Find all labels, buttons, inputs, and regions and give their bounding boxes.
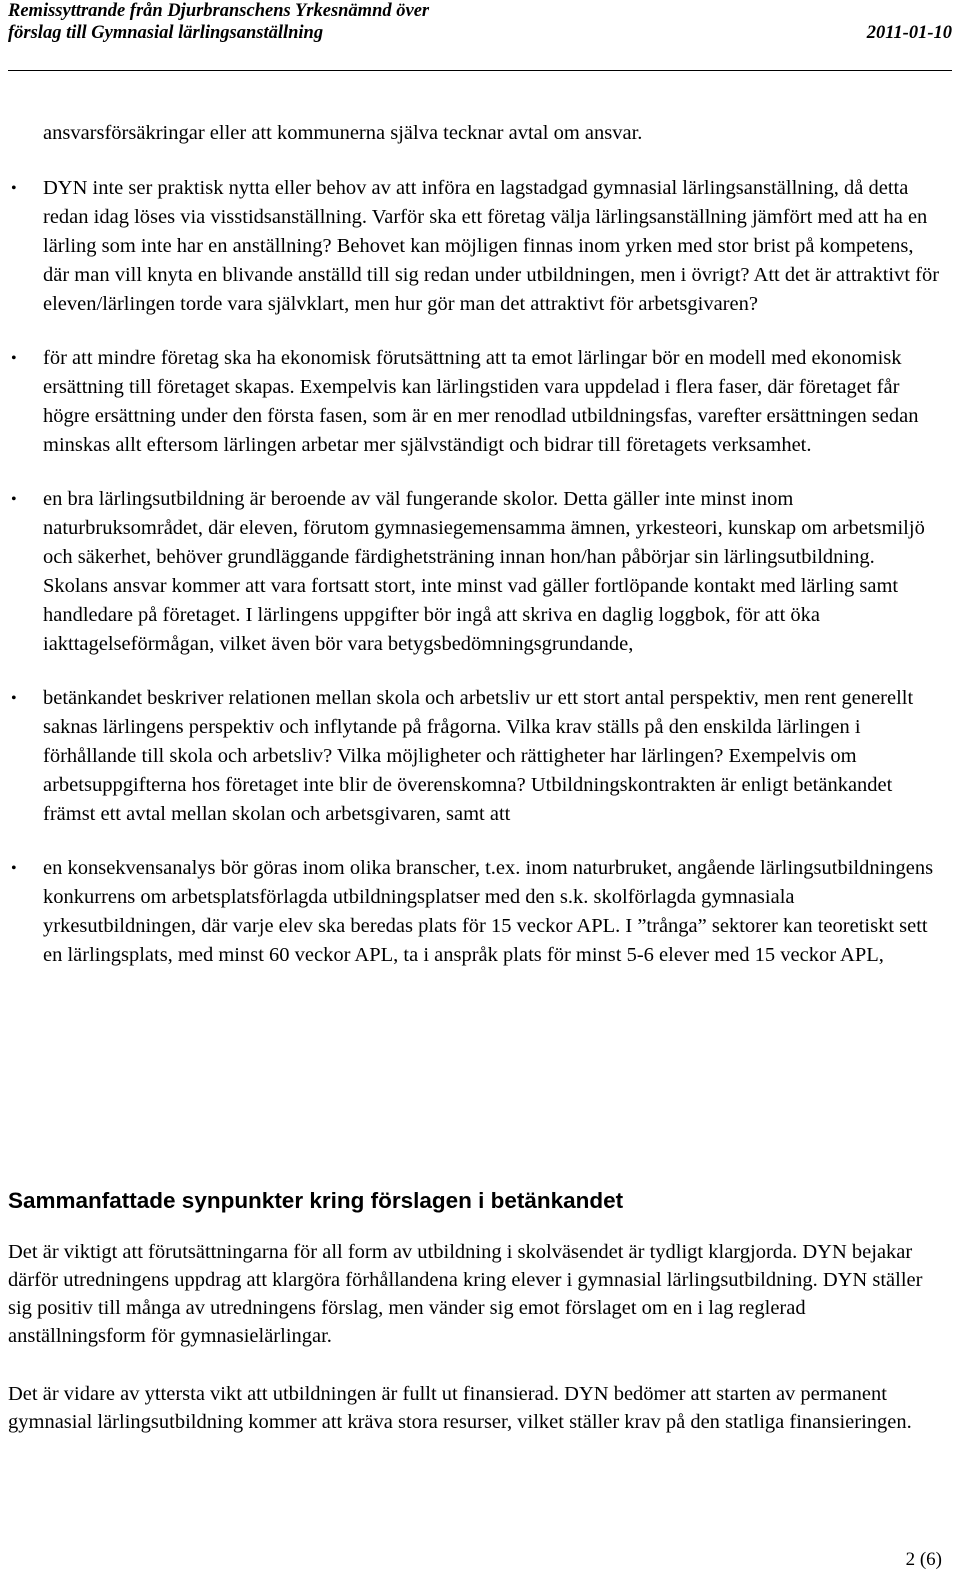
bullet-text: för att mindre företag ska ha ekonomisk förutsättning att ta emot lärlingar bör en modell med ekonomisk ersättning till företaget skapas. Exempelvis kan lärlingstiden vara uppdelad i flera faser, där företaget får högre ersättning under den första fasen, som är en mer renodlad utbildningsfas, varefter ersättningen sedan minskas allt eftersom lärlingen arbetar mer självständigt och bidrar till företagets verksamhet. bbox=[43, 347, 919, 456]
bullet-icon: • bbox=[11, 491, 17, 508]
summary-paragraph: Det är viktigt att förutsättningarna för all form av utbildning i skolväsendet är tydligt klargjorda. DYN bejakar därför utredningens uppdrag att klargöra förhållandena kring elever i gymnasial lärlingsutbildning. DYN ställer sig positiv till många av utredningens förslag, men vänder sig emot förslaget om en i lag reglerad anställningsform för gymnasielärlingar. bbox=[8, 1241, 923, 1347]
bullet-item bbox=[0, 485, 943, 659]
summary-paragraph: Det är vidare av yttersta vikt att utbildningen är fullt ut finansierad. DYN bedömer att starten av permanent gymnasial lärlingsutbildning kommer att kräva stora resurser, vilket ställer krav på den statliga finansieringen. bbox=[8, 1383, 912, 1433]
bullet-item bbox=[0, 174, 943, 319]
bullet-item bbox=[0, 854, 943, 970]
header-date: 2011-01-10 bbox=[866, 23, 952, 43]
bullet-text: en bra lärlingsutbildning är beroende av väl fungerande skolor. Detta gäller inte minst inom naturbruksområdet, där eleven, förutom gymnasiegemensamma ämnen, yrkesteori, kunskap om arbetsmiljö och säkerhet, behöver grundläggande färdighetsträning innan hon/han påbörjar sin lärlingsutbildning. Skolans ansvar kommer att vara fortsatt stort, inte minst vad gäller fortlöpande kontakt med lärling samt handledare på företaget. I lärlingens uppgifter bör ingå att skriva en daglig loggbok, för att öka iakttagelseförmågan, vilket även bör vara betygsbedömningsgrundande, bbox=[43, 488, 925, 655]
continuation-text: ansvarsförsäkringar eller att kommunerna själva tecknar avtal om ansvar. bbox=[43, 122, 643, 144]
section-heading: Sammanfattade synpunkter kring förslagen i betänkandet bbox=[8, 1188, 624, 1213]
bullet-text: DYN inte ser praktisk nytta eller behov av att införa en lagstadgad gymnasial lärlingsanställning, då detta redan idag löses via visstidsanställning. Varför ska ett företag välja lärlingsanställning jämfört med att ha en lärling som inte har en anställning? Behovet kan möjligen finnas inom yrken med stor brist på kompetens, där man vill knyta en blivande anställd till sig redan under utbildningen, men i övrigt? Att det är attraktivt för eleven/lärlingen torde vara självklart, men hur gör man det attraktivt för arbetsgivaren? bbox=[43, 177, 940, 315]
bullet-icon: • bbox=[11, 690, 17, 707]
bullet-item bbox=[0, 344, 943, 460]
page-number: 2 (6) bbox=[905, 1549, 942, 1570]
bullet-text: betänkandet beskriver relationen mellan skola och arbetsliv ur ett stort antal perspektiv, men rent generellt saknas lärlingens perspektiv och inflytande på frågorna. Vilka krav ställs på den enskilda lärlingen i förhållande till skola och arbetsliv? Vilka möjligheter och rättigheter har lärlingen? Exempelvis om arbetsuppgifterna hos företaget inte blir de överenskomna? Utbildningskontrakten är enligt betänkandet främst ett avtal mellan skolan och arbetsgivaren, samt att bbox=[43, 687, 914, 825]
page-header bbox=[8, 0, 952, 71]
bullet-icon: • bbox=[11, 860, 17, 877]
header-title-line1: Remissyttrande från Djurbranschens Yrkesnämnd över bbox=[8, 1, 430, 21]
bullet-icon: • bbox=[11, 350, 17, 367]
bullet-text: en konsekvensanalys bör göras inom olika branscher, t.ex. inom naturbruket, angående lärlingsutbildningens konkurrens om arbetsplatsförlagda utbildningsplatser med den s.k. skolförlagda gymnasiala yrkesutbildningen, där varje elev ska beredas plats för 15 veckor APL. I ”trånga” sektorer kan teoretiskt sett en lärlingsplats, med minst 60 veckor APL, ta i anspråk plats för minst 5-6 elever med 15 veckor APL, bbox=[43, 857, 934, 966]
bullet-icon: • bbox=[11, 180, 17, 197]
bullet-item bbox=[0, 684, 943, 829]
bullet-list bbox=[0, 174, 960, 995]
header-title-line2: förslag till Gymnasial lärlingsanställning bbox=[8, 23, 324, 43]
